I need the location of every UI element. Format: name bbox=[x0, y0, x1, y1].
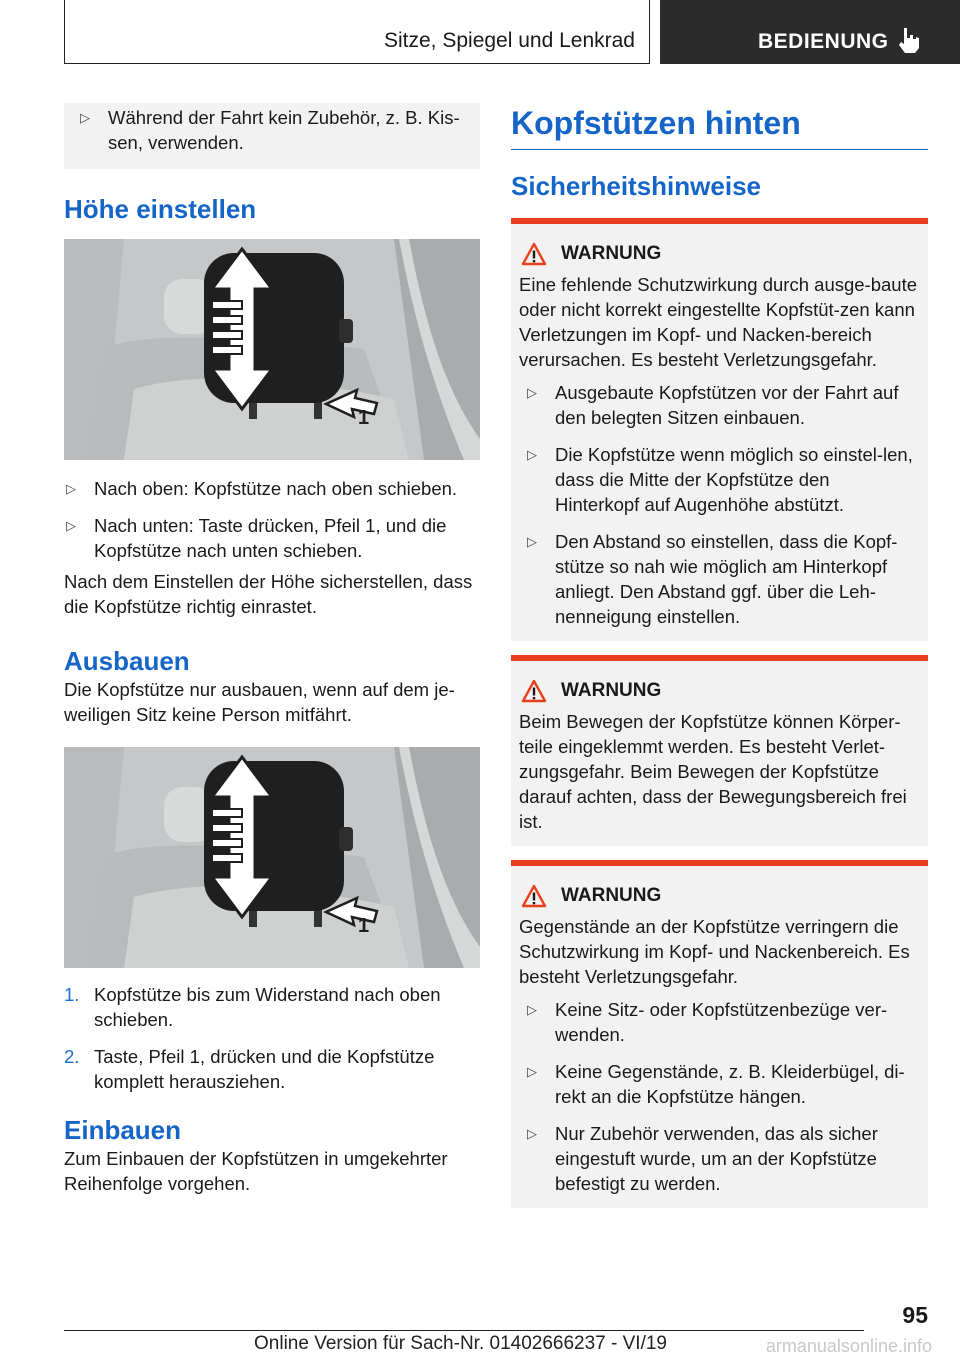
hoehe-bullets bbox=[64, 476, 480, 563]
warning-header bbox=[519, 884, 918, 908]
list-item: ▷ Keine Gegenstände, z. B. Kleiderbügel, di-rekt an die Kopfstütze hängen. bbox=[527, 1061, 905, 1107]
ausbauen-text: Die Kopfstütze nur ausbauen, wenn auf dem je-weiligen Sitz keine Person mitfährt. bbox=[64, 679, 455, 725]
list-item: ▷ Keine Sitz- oder Kopfstützenbezüge ver-wenden. bbox=[527, 999, 888, 1045]
section-title-sicherheit: Sicherheitshinweise bbox=[511, 171, 761, 201]
intro-bullet: ▷ Während der Fahrt kein Zubehör, z. B. Kis-sen, verwenden. bbox=[80, 107, 460, 153]
warning-text: Gegenstände an der Kopfstütze verringern die Schutzwirkung im Kopf- und Nackenbereich. Es besteht Verletzungsgefahr. bbox=[519, 916, 910, 987]
footer-version-text: Online Version für Sach-Nr. 01402666237 - VI/19 bbox=[254, 1333, 667, 1354]
warning-header bbox=[519, 679, 918, 703]
einbauen-text: Zum Einbauen der Kopfstützen in umgekehrter Reihenfolge vorgehen. bbox=[64, 1148, 448, 1194]
warning-label: WARNUNG bbox=[561, 680, 662, 701]
hand-pointer-icon bbox=[896, 26, 922, 54]
list-item: ▷ Nach unten: Taste drücken, Pfeil 1, und die Kopfstütze nach unten schieben. bbox=[66, 515, 447, 561]
figure-callout-1: 1 bbox=[358, 915, 370, 937]
list-item: ▷ Den Abstand so einstellen, dass die Kopf-stütze so nah wie möglich am Hinterkopf anliegt. Den Abstand ggf. über die Leh-nenneigung einstellen. bbox=[527, 531, 898, 627]
section-title-hoehe: Höhe einstellen bbox=[64, 194, 257, 224]
step-number: 1. bbox=[64, 984, 80, 1005]
page-number: 95 bbox=[902, 1302, 928, 1328]
triangle-bullet-icon: ▷ bbox=[527, 1002, 537, 1017]
triangle-bullet-icon: ▷ bbox=[527, 1064, 537, 1079]
warning-triangle-icon bbox=[521, 242, 547, 266]
header-chapter-box bbox=[660, 0, 960, 64]
intro-note-box bbox=[64, 103, 480, 169]
triangle-bullet-icon: ▷ bbox=[66, 481, 76, 496]
triangle-bullet-icon: ▷ bbox=[80, 110, 90, 125]
warning-label: WARNUNG bbox=[561, 243, 662, 264]
warning-label: WARNUNG bbox=[561, 885, 662, 906]
ausbauen-steps bbox=[64, 982, 480, 1094]
header-section-title: Sitze, Spiegel und Lenkrad bbox=[383, 29, 635, 52]
right-column bbox=[511, 103, 928, 1208]
warning-triangle-icon bbox=[521, 884, 547, 908]
page-title: Kopfstützen hinten bbox=[511, 103, 928, 150]
list-item: ▷ Nur Zubehör verwenden, das als sicher eingestuft wurde, um an der Kopfstütze befestigt zu werden. bbox=[527, 1123, 878, 1194]
triangle-bullet-icon: ▷ bbox=[527, 1126, 537, 1141]
list-item: ▷ Ausgebaute Kopfstützen vor der Fahrt auf den belegten Sitzen einbauen. bbox=[527, 382, 899, 428]
figure-callout-1: 1 bbox=[358, 407, 370, 429]
footer-watermark: armanualsonline.info bbox=[765, 1336, 932, 1356]
warning-triangle-icon bbox=[521, 679, 547, 703]
header-chapter-title: BEDIENUNG bbox=[758, 30, 889, 53]
header-section-box bbox=[64, 0, 650, 64]
warning-header bbox=[519, 242, 918, 266]
left-column bbox=[64, 103, 480, 1196]
triangle-bullet-icon: ▷ bbox=[527, 534, 537, 549]
list-item: 1. Kopfstütze bis zum Widerstand nach oben schieben. bbox=[64, 984, 441, 1030]
hoehe-note: Nach dem Einstellen der Höhe sicherstellen, dass die Kopfstütze richtig einrastet. bbox=[64, 571, 473, 617]
footer-divider bbox=[64, 1330, 864, 1331]
list-item: ▷ Nach oben: Kopfstütze nach oben schieben. bbox=[66, 478, 458, 499]
warning-text: Eine fehlende Schutzwirkung durch ausge-baute oder nicht korrekt eingestellte Kopfstüt-zen kann Verletzungen im Kopf- und Nacken-bereich verursachen. Es besteht Verletzungsgefahr. bbox=[519, 274, 918, 370]
list-item: ▷ Die Kopfstütze wenn möglich so einstel-len, dass die Mitte der Kopfstütze den Hinterkopf auf Augenhöhe abstützt. bbox=[527, 444, 913, 515]
warning-box bbox=[511, 860, 928, 1208]
headrest-removal-figure bbox=[64, 747, 480, 968]
list-item: 2. Taste, Pfeil 1, drücken und die Kopfstütze komplett herausziehen. bbox=[64, 1046, 435, 1092]
step-number: 2. bbox=[64, 1046, 80, 1067]
warning-bullets bbox=[519, 380, 918, 629]
warning-box bbox=[511, 218, 928, 641]
triangle-bullet-icon: ▷ bbox=[527, 447, 537, 462]
triangle-bullet-icon: ▷ bbox=[66, 518, 76, 533]
section-title-einbauen: Einbauen bbox=[64, 1115, 182, 1145]
warning-box bbox=[511, 655, 928, 846]
warning-text: Beim Bewegen der Kopfstütze können Körper-teile eingeklemmt werden. Es besteht Verlet-zungsgefahr. Beim Bewegen der Kopfstütze darauf achten, dass der Bewegungsbereich frei ist. bbox=[519, 711, 907, 832]
triangle-bullet-icon: ▷ bbox=[527, 385, 537, 400]
section-title-ausbauen: Ausbauen bbox=[64, 646, 190, 676]
warning-bullets bbox=[519, 997, 918, 1196]
headrest-height-figure bbox=[64, 239, 480, 460]
